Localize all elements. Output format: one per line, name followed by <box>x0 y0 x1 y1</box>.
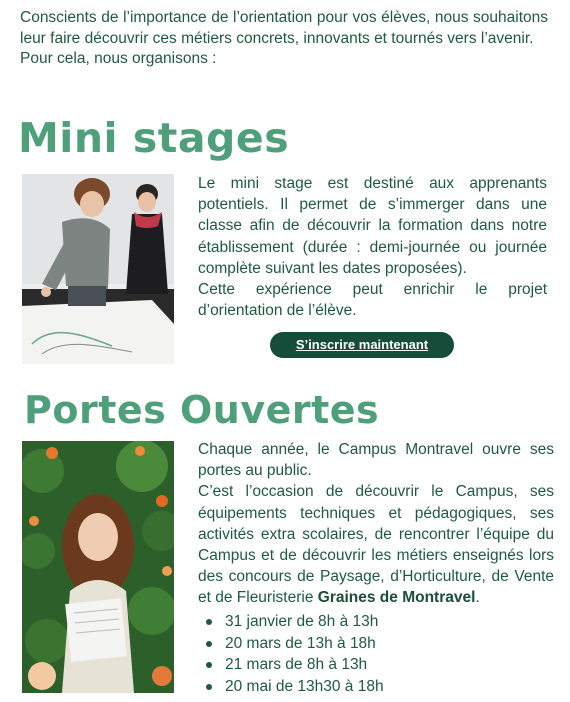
date-text: 31 janvier de 8h à 13h <box>225 613 379 630</box>
portes-ouvertes-photo <box>22 441 174 693</box>
list-item <box>200 633 384 655</box>
mini-stage-paragraph-2: Cette expérience peut enrichir le projet d’orientation de l’élève. <box>198 281 547 320</box>
portes-ouvertes-text: C’est l’occasion de découvrir le Campus, ses équipements techniques et pédagogiques, ses activités extra scolaires, de rencontrer l’équipe du Campus et de découvrir les métiers enseignés lors des concours de Paysage, d’Horticulture, de Vente et de Fleuristerie <box>198 483 554 607</box>
mini-stage-description <box>198 173 547 321</box>
bullet-icon <box>206 619 212 625</box>
list-item <box>200 611 384 633</box>
register-button[interactable]: S’inscrire maintenant <box>270 332 454 358</box>
portes-ouvertes-description <box>198 439 554 609</box>
date-text: 20 mai de 13h30 à 18h <box>225 677 384 695</box>
section-title-mini-stages: Mini stages <box>18 114 290 162</box>
sentence-end: . <box>475 589 480 607</box>
bullet-icon <box>206 684 212 690</box>
intro-lead: Pour cela, nous organisons : <box>20 50 217 67</box>
list-item <box>200 676 384 698</box>
intro-paragraph: Conscients de l’importance de l’orientation pour vos élèves, nous souhaitons leur faire découvrir ces métiers concrets, innovants et tournés vers l’avenir. <box>20 9 548 47</box>
dates-list <box>200 611 384 697</box>
bullet-icon <box>206 662 212 668</box>
portes-ouvertes-paragraph-2 <box>198 481 554 608</box>
section-title-portes-ouvertes: Portes Ouvertes <box>24 388 380 432</box>
date-text: 21 mars de 8h à 13h <box>225 656 368 673</box>
list-item <box>200 654 384 676</box>
intro-text <box>20 8 548 70</box>
mini-stage-paragraph-1: Le mini stage est destiné aux apprenants potentiels. Il permet de s’immerger dans une classe afin de découvrir la formation dans notre établissement (durée : demi-journée ou journée complète suivant les dates proposées). <box>198 175 547 277</box>
mini-stage-photo <box>22 174 174 364</box>
event-name: Graines de Montravel <box>317 589 476 607</box>
portes-ouvertes-paragraph-1: Chaque année, le Campus Montravel ouvre ses portes au public. <box>198 441 554 480</box>
bullet-icon <box>206 641 212 647</box>
date-text: 20 mars de 13h à 18h <box>225 634 376 652</box>
